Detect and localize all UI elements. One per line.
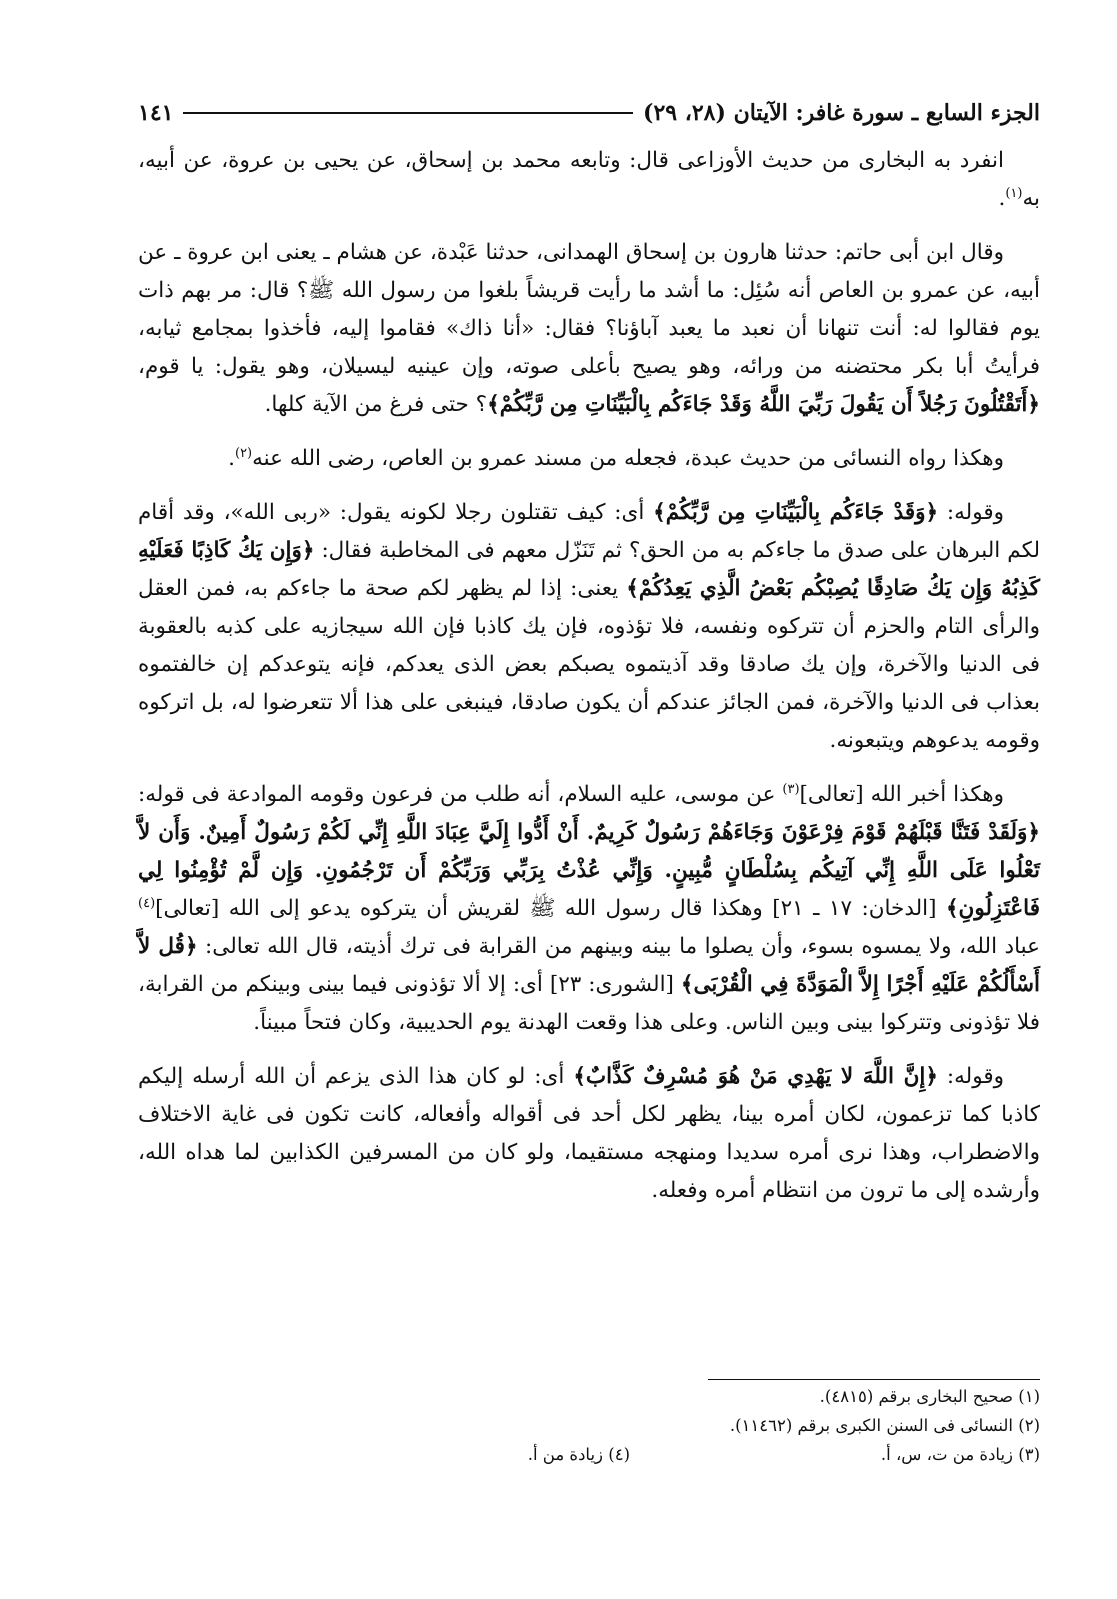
paragraph-5-text-b: عن موسى، عليه السلام، أنه طلب من فرعون وقومه الموادعة فى قوله: [138, 782, 783, 807]
paragraph-3-end: . [228, 446, 235, 471]
running-header [138, 93, 1040, 133]
footnotes [138, 1382, 1040, 1469]
paragraph-3-text: وهكذا رواه النسائى من حديث عبدة، فجعله من مسند عمرو بن العاص، رضى الله عنه [252, 446, 1004, 471]
paragraph-4-text-a: وقوله: [938, 500, 1004, 525]
footnote-2: (٢) النسائى فى السنن الكبرى برقم (١١٤٦٢). [729, 1416, 1040, 1435]
paragraph-4 [138, 494, 1040, 760]
quran-quote: ﴿وَإِن يَكُ كَاذِبًا فَعَلَيْهِ كَذِبُهُ وَإِن يَكُ صَادِقًا يُصِبْكُم بَعْضُ الَّذِي يَعِدُكُمْ﴾ [138, 538, 1040, 601]
footnote-row [138, 1440, 1040, 1469]
main-text [138, 142, 1040, 1226]
paragraph-4-text-c: يعنى: إذا لم يظهر لكم صحة ما جاءكم به، فمن العقل والرأى التام والحزم أن تتركوه ونفسه، فلا تؤذوه، فإن يك كاذبا فإن الله سيجازيه على كذبه بالعقوبة فى الدنيا والآخرة، وإن يك صادقا وقد آذيتموه يصبكم بعض الذى يعدكم، فإنه يتوعدكم إن خالفتموه بعذاب فى الدنيا والآخرة، فمن الجائز عندكم أن يكون صادقا، فينبغى على هذا ألا تتعرضوا له، بل اتركوه وقومه يدعوهم ويتبعونه. [138, 576, 1040, 753]
quran-quote: ﴿وَلَقَدْ فَتَنَّا قَبْلَهُمْ قَوْمَ فِرْعَوْنَ وَجَاءَهُمْ رَسُولٌ كَرِيمٌ. أَنْ أَدُّوا إِلَيَّ عِبَادَ اللَّهِ إِنِّي لَكُمْ رَسُولٌ أَمِينٌ. وَأَن لاَّ تَعْلُوا عَلَى اللَّهِ إِنِّي آتِيكُم بِسُلْطَانٍ مُّبِينٍ. وَإِنِّي عُذْتُ بِرَبِّي وَرَبِّكُمْ أَن تَرْجُمُونِ. وَإِن لَّمْ تُؤْمِنُوا لِي فَاعْتَزِلُونِ﴾ [138, 820, 1041, 921]
paragraph-1 [138, 142, 1040, 218]
footnote-4: (٤) زيادة من أ. [527, 1445, 630, 1464]
paragraph-2 [138, 234, 1040, 424]
footnote-1: (١) صحيح البخارى برقم (٤٨١٥). [819, 1387, 1040, 1406]
quran-quote: ﴿وَقَدْ جَاءَكُم بِالْبَيِّنَاتِ مِن رَّبِّكُمْ﴾ [653, 500, 939, 525]
paragraph-6-text-b: أى: لو كان هذا الذى يزعم أن الله أرسله إليكم كاذبا كما تزعمون، لكان أمره بينا، يظهر لكل أحد فى أقواله وأفعاله، كانت تكون فى غاية الاختلاف والاضطراب، وهذا نرى أمره سديدا ومنهجه مستقيما، ولو كان من المسرفين الكذابين لما هداه الله، وأرشده إلى ما ترون من انتظام أمره وفعله. [138, 1064, 1040, 1203]
footnote-ref-4: (٤) [138, 895, 156, 911]
footnote-rule [708, 1379, 1040, 1380]
quran-quote: ﴿إِنَّ اللَّهَ لا يَهْدِي مَنْ هُوَ مُسْرِفٌ كَذَّابٌ﴾ [573, 1064, 938, 1089]
header-rule [183, 112, 633, 114]
paragraph-3 [138, 440, 1040, 478]
paragraph-6-text-a: وقوله: [937, 1064, 1004, 1089]
paragraph-6 [138, 1058, 1040, 1210]
quran-quote: ﴿أَتَقْتُلُونَ رَجُلاً أَن يَقُولَ رَبِّيَ اللَّهُ وَقَدْ جَاءَكُم بِالْبَيِّنَاتِ مِن رَّبِّكُمْ﴾ [487, 392, 1040, 417]
page-number: ١٤١ [138, 100, 174, 126]
footnote-ref-2: (٢) [234, 445, 253, 461]
paragraph-5-text-c: [الدخان: ١٧ ـ ٢١] وهكذا قال رسول الله ﷺ لقريش أن يتركوه يدعو إلى الله [تعالى] [155, 896, 946, 921]
paragraph-5-text-d: عباد الله، ولا يمسوه بسوء، وأن يصلوا ما بينه وبينهم من القرابة فى ترك أذيته، قال الله تعالى: [197, 934, 1041, 959]
paragraph-2-text-a: وقال ابن أبى حاتم: حدثنا هارون بن إسحاق الهمدانى، حدثنا عَبْدة، عن هشام ـ يعنى ابن عروة ـ عن أبيه، عن عمرو بن العاص أنه سُئِل: ما أشد ما رأيت قريشاً بلغوا من رسول الله ﷺ؟ قال: مر بهم ذات يوم فقالوا له: أنت تنهانا أن نعبد ما يعبد آباؤنا؟ فقال: «أنا ذاك» فقاموا إليه، فأخذوا بمجامع ثيابه، فرأيتُ أبا بكر محتضنه من ورائه، وهو يصيح بأعلى صوته، وإن عينيه ليسيلان، وهو يقول: يا قوم، [138, 240, 1040, 379]
quran-quote: ﴿قُل لاَّ أَسْأَلُكُمْ عَلَيْهِ أَجْرًا إِلاَّ الْمَوَدَّةَ فِي الْقُرْبَى﴾ [138, 934, 1040, 997]
paragraph-2-text-b: ؟ حتى فرغ من الآية كلها. [264, 392, 488, 417]
paragraph-5-text-a: وهكذا أخبر الله [تعالى] [799, 782, 1004, 807]
footnote-ref-1: (١) [1005, 185, 1023, 201]
running-title: الجزء السابع ـ سورة غافر: الآيتان (٢٨، ٢٩) [643, 100, 1040, 126]
paragraph-5 [138, 776, 1040, 1042]
paragraph-5-text-e: [الشورى: ٢٣] أى: إلا ألا تؤذونى فيما بينى وبينكم من القرابة، فلا تؤذونى وتتركوا بينى وبين الناس. وعلى هذا وقعت الهدنة يوم الحديبية، وكان فتحاً مبيناً. [138, 972, 1040, 1035]
paragraph-4-text-b: أى: كيف تقتلون رجلا لكونه يقول: «ربى الله»، وقد أقام لكم البرهان على صدق ما جاءكم به من الحق؟ ثم تَنَزّل معهم فى المخاطبة فقال: [138, 500, 1040, 563]
footnote-ref-3: (٣) [782, 781, 800, 797]
footnote-3: (٣) زيادة من ت، س، أ. [880, 1445, 1040, 1464]
paragraph-1-text: انفرد به البخارى من حديث الأوزاعى قال: وتابعه محمد بن إسحاق، عن يحيى بن عروة، عن أبيه، به [138, 148, 1040, 211]
paragraph-1-end: . [998, 186, 1006, 211]
